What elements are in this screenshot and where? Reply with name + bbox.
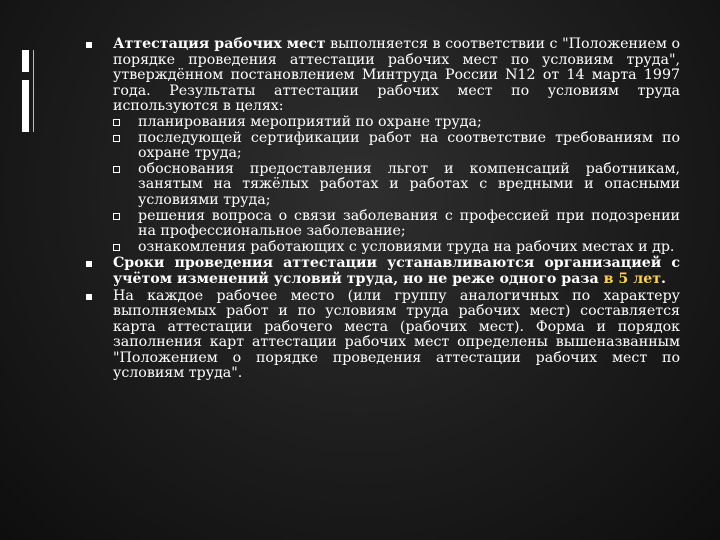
item-lead-bold: Аттестация рабочих мест: [113, 36, 326, 52]
decoration-bar-bottom: [22, 80, 29, 132]
hollow-square-bullet-icon: [113, 166, 120, 173]
decoration-line: [33, 50, 34, 132]
bullet-item-deadlines: [86, 256, 680, 287]
hollow-square-bullet-icon: [113, 135, 120, 142]
highlight-period: в 5 лет: [603, 270, 662, 287]
bullet-item-attestation: [86, 37, 680, 255]
item-bold-text: Сроки проведения аттестации устанавливаются организацией с учётом изменений условий труда, но не реже одного раза: [113, 255, 680, 287]
sub-item-text: ознакомления работающих с условиями труда на рабочих местах и др.: [138, 238, 675, 255]
hollow-square-bullet-icon: [113, 244, 120, 251]
sub-item: [113, 209, 680, 240]
sub-item-text: решения вопроса о связи заболевания с профессией при подозрении на профессиональное заболевание;: [138, 207, 680, 240]
sub-item-text: обоснования предоставления льгот и компенсаций работникам, занятым на тяжёлых работах и работах с вредными и опасными условиями труда;: [138, 160, 680, 208]
item-text: выполняется в соответствии с "Положением о порядке проведения аттестации рабочих мест по условиям труда", утверждённом постановлением Минтруда России N12 от 14 марта 1997 года. Результаты аттестации рабочих мест по условиям труда используются в целях:: [113, 36, 680, 115]
sub-item: [113, 162, 680, 209]
sub-item: [113, 131, 680, 162]
hollow-square-bullet-icon: [113, 213, 120, 220]
bullet-item-card: [86, 289, 680, 383]
square-bullet-icon: [86, 261, 92, 267]
sub-item-text: планирования мероприятий по охране труда;: [138, 113, 482, 130]
hollow-square-bullet-icon: [113, 119, 120, 126]
sub-item: [113, 115, 680, 131]
sub-item: [113, 240, 680, 256]
decoration-bar-top: [22, 50, 29, 72]
item-end: .: [661, 270, 666, 287]
item-text: На каждое рабочее место (или группу аналогичных по характеру выполняемых работ и по условиям труда рабочих мест) составляется карта аттестации рабочего места (рабочих мест). Форма и порядок заполнения карт аттестации рабочих мест определены вышеназванным "Положением о порядке проведения аттестации рабочих мест по условиям труда".: [113, 287, 680, 382]
sub-item-text: последующей сертификации работ на соответствие требованиям по охране труда;: [138, 129, 680, 162]
square-bullet-icon: [86, 42, 92, 48]
square-bullet-icon: [86, 294, 92, 300]
slide-content: [86, 37, 680, 382]
